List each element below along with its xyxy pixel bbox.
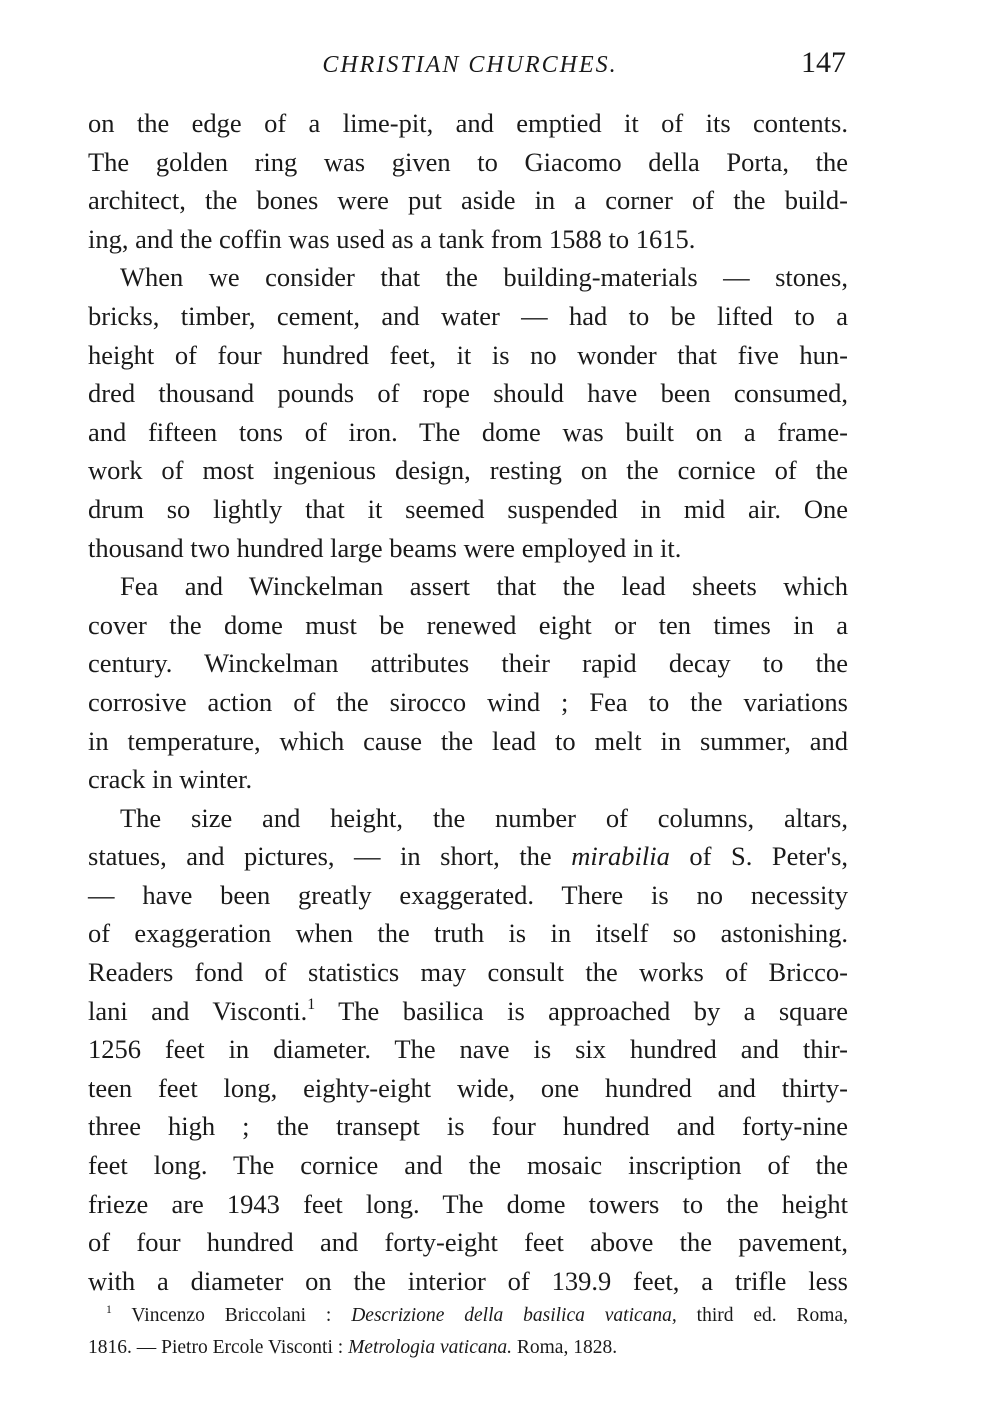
text-line: of four hundred and forty-eight feet above the pavement,: [88, 1227, 848, 1258]
body-text: [88, 104, 848, 1300]
emphasis-mirabilia: mirabilia: [571, 841, 670, 872]
text-line: cover the dome must be renewed eight or ten times in a: [88, 609, 848, 640]
text-line: in temperature, which cause the lead to melt in summer, and: [88, 725, 848, 756]
text-line: work of most ingenious design, resting on the cornice of the: [88, 455, 848, 486]
text-segment: of S. Peter's,: [689, 841, 849, 872]
text-line: ing, and the coffin was used as a tank from 1588 to 1615.: [88, 223, 696, 254]
text-line: dred thousand pounds of rope should have been consumed,: [88, 378, 848, 409]
running-head-title: CHRISTIAN CHURCHES.: [322, 52, 618, 78]
text-line: three high ; the transept is four hundred and forty-nine: [88, 1111, 848, 1142]
footnote-title: Descrizione della basilica vaticana,: [351, 1305, 677, 1326]
text-line: crack in winter.: [88, 764, 253, 795]
text-line: — have been greatly exaggerated. There is no necessity: [88, 879, 848, 910]
text-line: thousand two hundred large beams were employed in it.: [88, 532, 682, 563]
footnote-line: [88, 1332, 848, 1364]
text-line: Readers fond of statistics may consult the works of Bricco-: [88, 957, 848, 988]
text-segment: lani and Visconti.: [88, 995, 308, 1026]
text-line: century. Winckelman attributes their rapid decay to the: [88, 648, 848, 679]
text-line: corrosive action of the sirocco wind ; Fea to the variations: [88, 686, 848, 717]
text-line: with a diameter on the interior of 139.9 feet, a trifle less: [88, 1265, 848, 1296]
footnote-text: Roma, 1828.: [516, 1337, 618, 1358]
text-line: on the edge of a lime-pit, and emptied it of its contents.: [88, 108, 848, 138]
text-line: [88, 837, 848, 876]
paragraph-first-line: The size and height, the number of columns, altars,: [120, 802, 848, 833]
paragraph-first-line: Fea and Winckelman assert that the lead sheets which: [120, 571, 848, 602]
text-line: [88, 992, 848, 1031]
text-line: 1256 feet in diameter. The nave is six hundred and thir-: [88, 1034, 848, 1065]
footnote-line: [88, 1300, 848, 1332]
footnote-marker: 1: [106, 1302, 112, 1316]
footnote-author: Pietro Ercole Visconti :: [161, 1337, 344, 1358]
footnotes: [88, 1300, 848, 1364]
text-segment: The basilica is approached by a square: [338, 995, 848, 1026]
text-line: and fifteen tons of iron. The dome was built on a frame-: [88, 416, 848, 447]
text-line: feet long. The cornice and the mosaic inscription of the: [88, 1150, 848, 1181]
footnote-author: Vincenzo Briccolani :: [131, 1305, 332, 1326]
text-line: height of four hundred feet, it is no wonder that five hun-: [88, 339, 848, 370]
text-segment: statues, and pictures, — in short, the: [88, 841, 552, 872]
text-line: architect, the bones were put aside in a corner of the build-: [88, 185, 848, 216]
footnote-text: third ed. Roma,: [696, 1305, 848, 1326]
text-line: drum so lightly that it seemed suspended in mid air. One: [88, 493, 848, 524]
text-line: bricks, timber, cement, and water — had to be lifted to a: [88, 300, 848, 331]
text-line: teen feet long, eighty-eight wide, one hundred and thirty-: [88, 1072, 848, 1103]
running-head: [90, 46, 850, 86]
footnote-text: 1816. —: [88, 1337, 157, 1358]
page-number: 147: [801, 46, 846, 79]
text-line: of exaggeration when the truth is in itself so astonishing.: [88, 918, 848, 949]
text-line: The golden ring was given to Giacomo della Porta, the: [88, 146, 848, 177]
text-line: frieze are 1943 feet long. The dome towers to the height: [88, 1188, 848, 1219]
footnote-title: Metrologia vaticana.: [348, 1337, 512, 1358]
footnote-reference[interactable]: 1: [307, 995, 316, 1013]
paragraph-first-line: When we consider that the building-materials — stones,: [120, 262, 848, 293]
